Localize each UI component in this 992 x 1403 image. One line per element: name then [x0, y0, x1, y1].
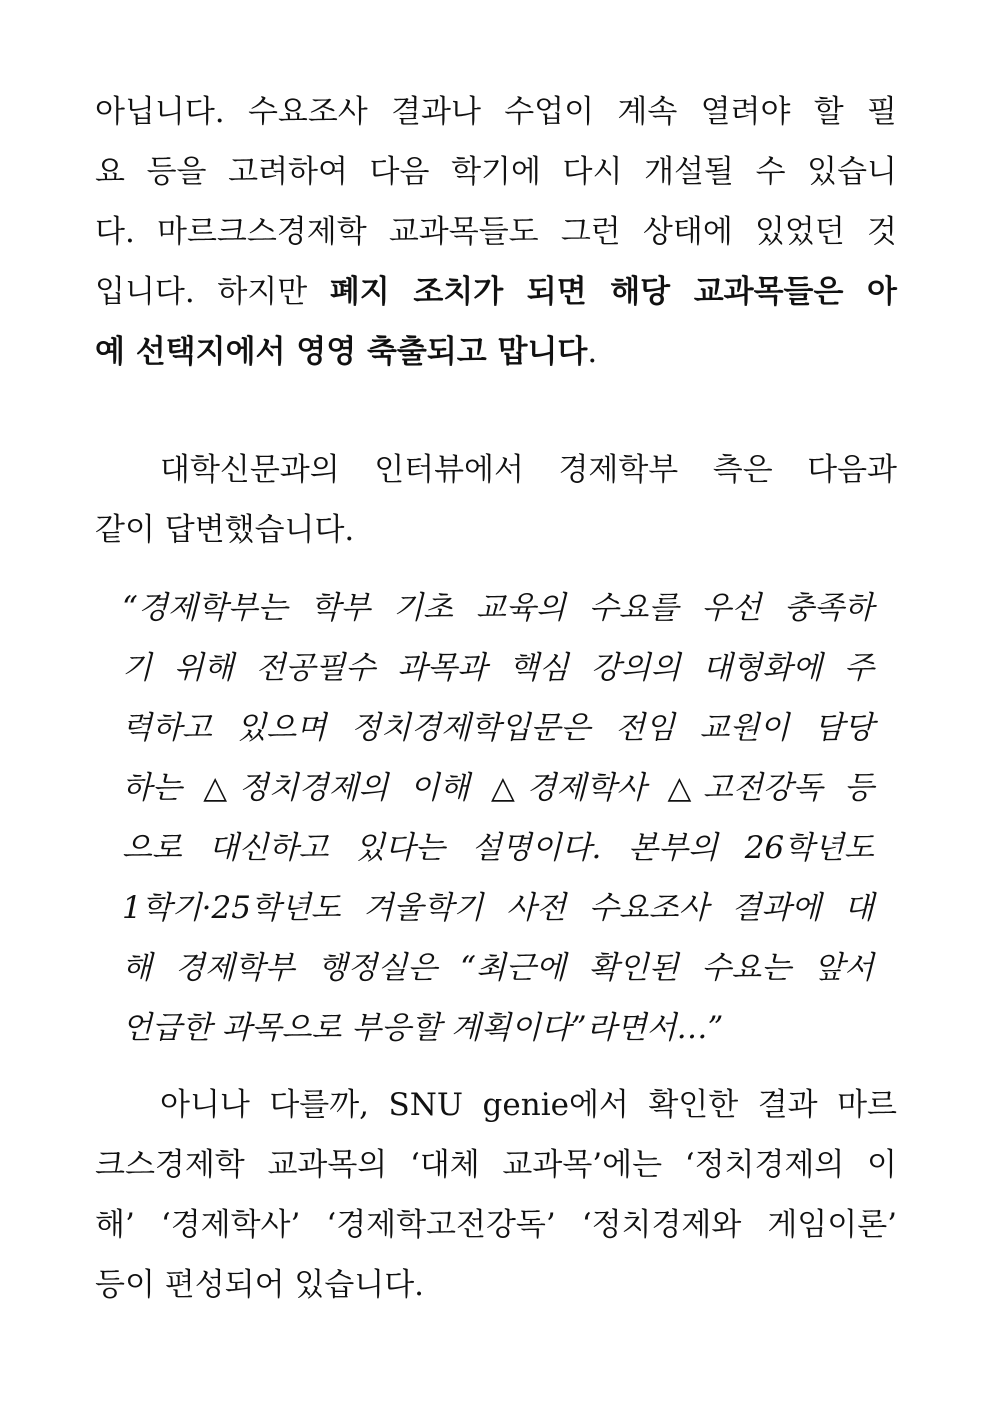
quote-line: 언급한 과목으로 부응할 계획이다”라면서…”	[122, 1010, 724, 1046]
quote-line: 력하고 있으며 정치경제학입문은 전임 교원이 담당	[122, 710, 874, 746]
quote-line: 으로 대신하고 있다는 설명이다. 본부의 26학년도	[122, 830, 874, 866]
text-line: 등이 편성되어 있습니다.	[95, 1267, 425, 1303]
text-line: 같이 답변했습니다.	[95, 512, 355, 548]
quote-line: 기 위해 전공필수 과목과 핵심 강의의 대형화에 주	[122, 650, 874, 686]
text-line: 아닙니다. 수요조사 결과나 수업이 계속 열려야 할 필	[95, 94, 897, 130]
text-line: 크스경제학 교과목의 ‘대체 교과목’에는 ‘정치경제의 이	[95, 1147, 897, 1183]
text-line: 요 등을 고려하여 다음 학기에 다시 개설될 수 있습니	[95, 154, 897, 190]
text-plain: 입니다. 하지만	[95, 274, 330, 310]
paragraph-substitute-courses	[95, 1075, 897, 1315]
paragraph-interview-intro	[95, 440, 897, 560]
text-line: 해’ ‘경제학사’ ‘경제학고전강독’ ‘정치경제와 게임이론’	[95, 1207, 897, 1243]
text-line: 대학신문과의 인터뷰에서 경제학부 측은 다음과	[160, 452, 897, 488]
block-quote	[122, 578, 874, 1058]
quote-line: “경제학부는 학부 기초 교육의 수요를 우선 충족하	[122, 590, 874, 626]
quote-line: 1학기·25학년도 겨울학기 사전 수요조사 결과에 대	[122, 890, 874, 926]
text-emphasis: 폐지 조치가 되면 해당 교과목들은 아	[329, 274, 897, 310]
quote-line: 해 경제학부 행정실은 “최근에 확인된 수요는 앞서	[122, 950, 874, 986]
text-emphasis: 예 선택지에서 영영 축출되고 맙니다	[95, 334, 588, 370]
text-line: 다. 마르크스경제학 교과목들도 그런 상태에 있었던 것	[95, 214, 897, 250]
text-line: 아니나 다를까, SNU genie에서 확인한 결과 마르	[160, 1087, 897, 1123]
text-plain: .	[587, 334, 598, 370]
text-line	[95, 322, 897, 382]
paragraph-closing-explanation	[95, 82, 897, 382]
text-line	[95, 262, 897, 322]
quote-line: 하는 △정치경제의 이해 △경제학사 △고전강독 등	[122, 770, 874, 806]
